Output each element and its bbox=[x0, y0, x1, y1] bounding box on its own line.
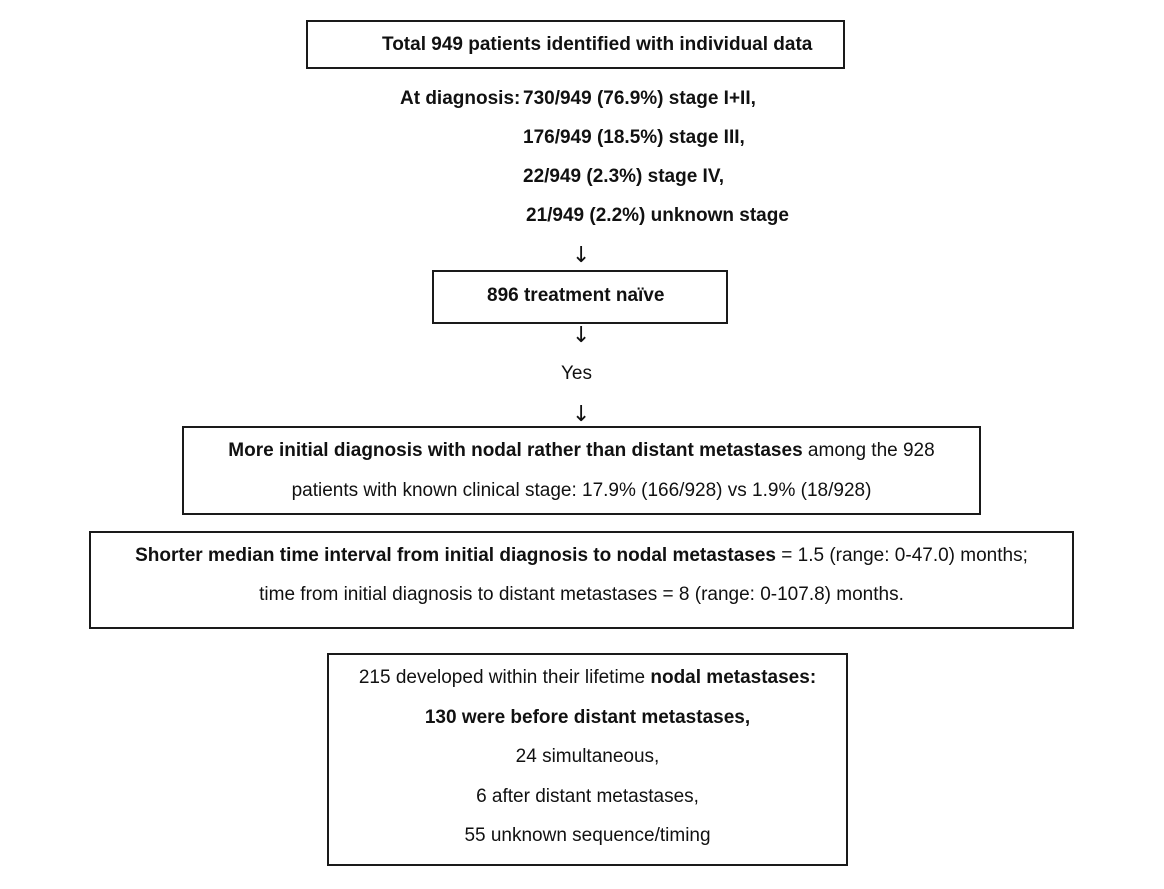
lifetime-line1-bold: nodal metastases: bbox=[650, 667, 817, 688]
nodal-vs-distant-rest: among the 928 bbox=[807, 440, 935, 461]
down-arrow-icon: ↓ bbox=[572, 402, 591, 427]
median-time-line2: time from initial diagnosis to distant metastases = 8 (range: 0-107.8) months. bbox=[259, 584, 904, 605]
median-time-rest: = 1.5 (range: 0-47.0) months; bbox=[781, 545, 1028, 566]
lifetime-nodal-box bbox=[327, 653, 848, 866]
nodal-vs-distant-line2: patients with known clinical stage: 17.9% (166/928) vs 1.9% (18/928) bbox=[291, 480, 872, 501]
diagnosis-stage-iv: 22/949 (2.3%) stage IV, bbox=[523, 166, 725, 187]
down-arrow-icon: ↓ bbox=[572, 323, 591, 348]
nodal-vs-distant-bold: More initial diagnosis with nodal rather than distant metastases bbox=[228, 440, 803, 461]
down-arrow-icon: ↓ bbox=[572, 243, 591, 268]
median-time-line1 bbox=[91, 545, 1072, 567]
total-patients-box bbox=[306, 20, 845, 69]
lifetime-line1 bbox=[329, 667, 846, 689]
treatment-naive-box bbox=[432, 270, 728, 324]
lifetime-before-distant: 130 were before distant metastases, bbox=[424, 707, 751, 728]
median-time-bold: Shorter median time interval from initial diagnosis to nodal metastases bbox=[135, 545, 776, 566]
median-time-box bbox=[89, 531, 1074, 629]
lifetime-simultaneous: 24 simultaneous, bbox=[515, 746, 660, 767]
lifetime-unknown: 55 unknown sequence/timing bbox=[464, 825, 711, 846]
lifetime-after-distant: 6 after distant metastases, bbox=[476, 786, 699, 807]
diagnosis-label: At diagnosis: bbox=[400, 88, 521, 109]
diagnosis-stage-iii: 176/949 (18.5%) stage III, bbox=[523, 127, 745, 148]
nodal-vs-distant-line1 bbox=[184, 440, 979, 462]
treatment-naive-text: 896 treatment naïve bbox=[487, 285, 665, 306]
diagnosis-unknown-stage: 21/949 (2.2%) unknown stage bbox=[526, 205, 789, 226]
nodal-vs-distant-box bbox=[182, 426, 981, 515]
yes-label: Yes bbox=[561, 363, 592, 384]
lifetime-line1-plain: 215 developed within their lifetime bbox=[358, 667, 646, 688]
total-patients-text: Total 949 patients identified with individual data bbox=[382, 34, 813, 55]
diagnosis-stage-i-ii: 730/949 (76.9%) stage I+II, bbox=[523, 88, 756, 109]
